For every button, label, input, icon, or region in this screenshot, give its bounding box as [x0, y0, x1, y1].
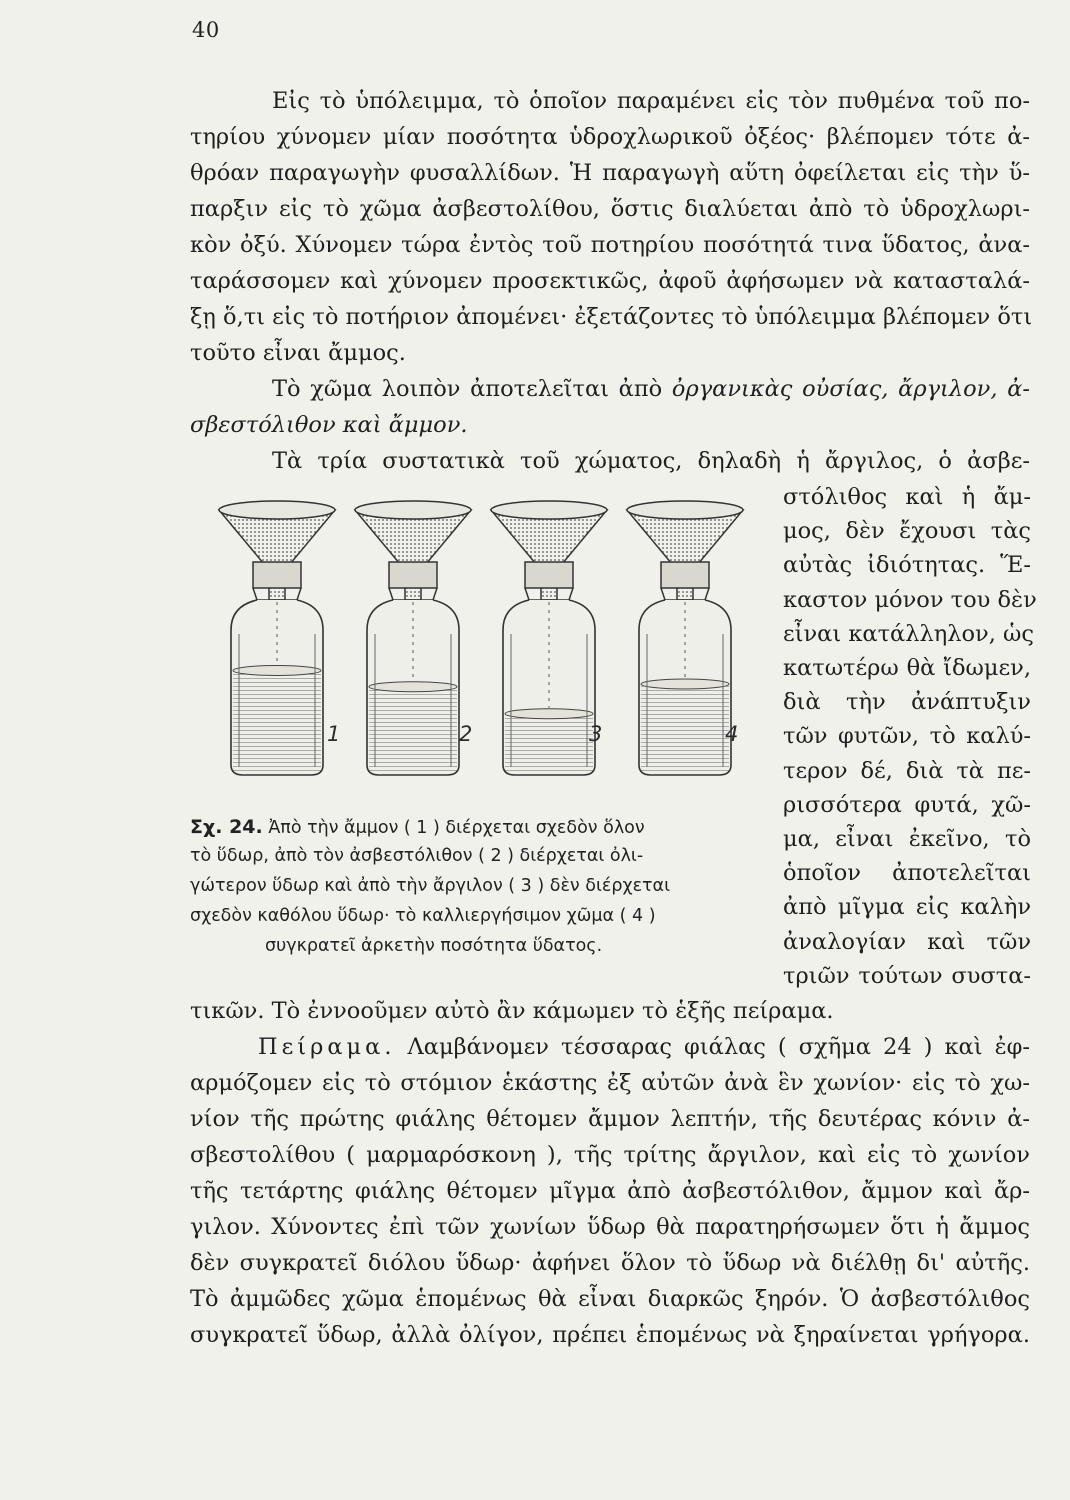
text-line: τηρίου χύνομεν μίαν ποσότητα ὑδροχλωρικοῦ ὀξέος· βλέπομεν τότε ἀ- — [190, 124, 1030, 150]
bottle-label: 1 — [327, 722, 341, 746]
text-line: ξῃ ὅ,τι εἰς τὸ ποτήριον ἀπομένει· ἐξετάζοντες τὸ ὑπόλειμμα βλέπομεν ὅτι — [190, 304, 1033, 330]
caption-line: σχεδὸν καθόλου ὕδωρ· τὸ καλλιεργήσιμον χῶμα ( 4 ) — [190, 906, 656, 926]
figure-bottles — [205, 490, 765, 800]
caption-head: Σχ. 24. — [190, 816, 263, 838]
text-line: τῆς τετάρτης φιάλης θέτομεν μῖγμα ἀπὸ ἀσβεστόλιθον, ἄμμον καὶ ἄρ- — [190, 1178, 1030, 1204]
text-line: καστον μόνον του δὲν — [783, 586, 1037, 613]
text-line: θρόαν παραγωγὴν φυσαλλίδων. Ἡ παραγωγὴ αὕτη ὀφείλεται εἰς τὴν ὕ- — [190, 160, 1030, 186]
text-line: σβεστολίθου ( μαρμαρόσκονη ), τῆς τρίτης ἄργιλον, καὶ εἰς τὸ χωνίον — [190, 1142, 1030, 1168]
text-line: Τὰ τρία συστατικὰ τοῦ χώματος, δηλαδὴ ἡ ἄργιλος, ὁ ἀσβε- — [272, 448, 1030, 474]
caption-line: γώτερον ὕδωρ καὶ ἀπὸ τὴν ἄργιλον ( 3 ) δὲν διέρχεται — [190, 876, 671, 896]
text-line: μα, εἶναι ἐκεῖνο, τὸ — [783, 826, 1031, 852]
text-plain: Λαμβάνομεν τέσσαρας φιάλας ( σχῆμα 24 ) καὶ ἐφ- — [395, 1034, 1030, 1060]
text-line: διὰ τὴν ἀνάπτυξιν — [783, 689, 1031, 716]
text-line: νίον τῆς πρώτης φιάλης θέτομεν ἄμμον λεπτήν, τῆς δευτέρας κόνιν ἀ- — [190, 1106, 1030, 1132]
page-number: 40 — [192, 18, 220, 42]
bottle — [355, 501, 471, 775]
caption-line: συγκρατεῖ ἀρκετὴν ποσότητα ὕδατος. — [265, 936, 603, 956]
text-line: Εἰς τὸ ὑπόλειμμα, τὸ ὁποῖον παραμένει εἰς τὸν πυθμένα τοῦ πο- — [272, 88, 1030, 114]
text-line: δὲν συγκρατεῖ διόλου ὕδωρ· ἀφήνει ὅλον τὸ ὕδωρ νὰ διέλθῃ δι' αὐτῆς. — [190, 1250, 1030, 1276]
text-line: στόλιθος καὶ ἡ ἄμ- — [783, 484, 1031, 510]
text-line: ἀναλογίαν καὶ τῶν — [783, 928, 1031, 955]
text-line — [190, 414, 468, 437]
text-line: τικῶν. Τὸ ἐννοοῦμεν αὐτὸ ἂν κάμωμεν τὸ ἑξῆς πείραμα. — [190, 998, 834, 1024]
text-line: αρμόζομεν εἰς τὸ στόμιον ἑκάστης ἐξ αὐτῶν ἀνὰ ἓν χωνίον· εἰς τὸ χω- — [190, 1070, 1030, 1096]
text-line: αὐτὰς ἰδιότητας. Ἕ- — [783, 552, 1031, 579]
text-line — [272, 378, 1030, 401]
text-italic: σβεστόλιθον καὶ ἄμμον. — [190, 412, 468, 438]
bottle-label: 4 — [725, 722, 739, 746]
text-line: μος, δὲν ἔχουσι τὰς — [783, 518, 1031, 545]
caption-line: τὸ ὕδωρ, ἀπὸ τὸν ἀσβεστόλιθον ( 2 ) διέρχεται ὀλι- — [190, 846, 644, 866]
text-line: ρισσότερα φυτά, χῶ- — [783, 791, 1031, 818]
experiment-heading: Πείραμα. — [258, 1034, 396, 1060]
text-line: Τὸ ἀμμῶδες χῶμα ἑπομένως θὰ εἶναι διαρκῶς ξηρόν. Ὁ ἀσβεστόλιθος — [190, 1286, 1030, 1312]
text-line: τῶν φυτῶν, τὸ καλύ- — [783, 723, 1031, 750]
bottle — [219, 501, 335, 775]
text-line: τριῶν τούτων συστα- — [783, 962, 1031, 989]
text-line: συγκρατεῖ ὕδωρ, ἀλλὰ ὀλίγον, πρέπει ἑπομένως νὰ ξηραίνεται γρήγορα. — [190, 1322, 1030, 1348]
text-line: ὁποῖον ἀποτελεῖται — [783, 860, 1031, 887]
text-line: εἶναι κατάλληλον, ὡς — [783, 620, 1034, 647]
text-line: κατωτέρω θὰ ἴδωμεν, — [783, 655, 1031, 681]
caption-line — [190, 818, 645, 838]
text-line: ἀπὸ μῖγμα εἰς καλὴν — [783, 894, 1031, 921]
text-italic: ὀργανικὰς οὐσίας, ἄργιλον, ἀ- — [671, 376, 1030, 402]
caption-text: Ἀπὸ τὴν ἄμμον ( 1 ) διέρχεται σχεδὸν ὅλον — [268, 818, 645, 838]
text-line: παρξιν εἰς τὸ χῶμα ἀσβεστολίθου, ὅστις διαλύεται ἀπὸ τὸ ὑδροχλωρι- — [190, 196, 1030, 222]
text-line — [258, 1036, 1030, 1059]
text-line: ταράσσομεν καὶ χύνομεν προσεκτικῶς, ἀφοῦ ἀφήσωμεν νὰ κατασταλά- — [190, 268, 1030, 294]
text-line: τερον δέ, διὰ τὰ πε- — [783, 757, 1031, 784]
text-line: γιλον. Χύνοντες ἐπὶ τῶν χωνίων ὕδωρ θὰ παρατηρήσωμεν ὅτι ἡ ἄμμος — [190, 1214, 1030, 1240]
text-line: κὸν ὀξύ. Χύνομεν τώρα ἐντὸς τοῦ ποτηρίου ποσότητά τινα ὕδατος, ἀνα- — [190, 232, 1030, 258]
text-line: τοῦτο εἶναι ἄμμος. — [190, 340, 406, 366]
bottle-label: 2 — [459, 722, 473, 746]
text-plain: Τὸ χῶμα λοιπὸν ἀποτελεῖται ἀπὸ — [272, 376, 672, 402]
bottle-label: 3 — [589, 722, 603, 746]
bottles-illustration — [205, 490, 765, 800]
